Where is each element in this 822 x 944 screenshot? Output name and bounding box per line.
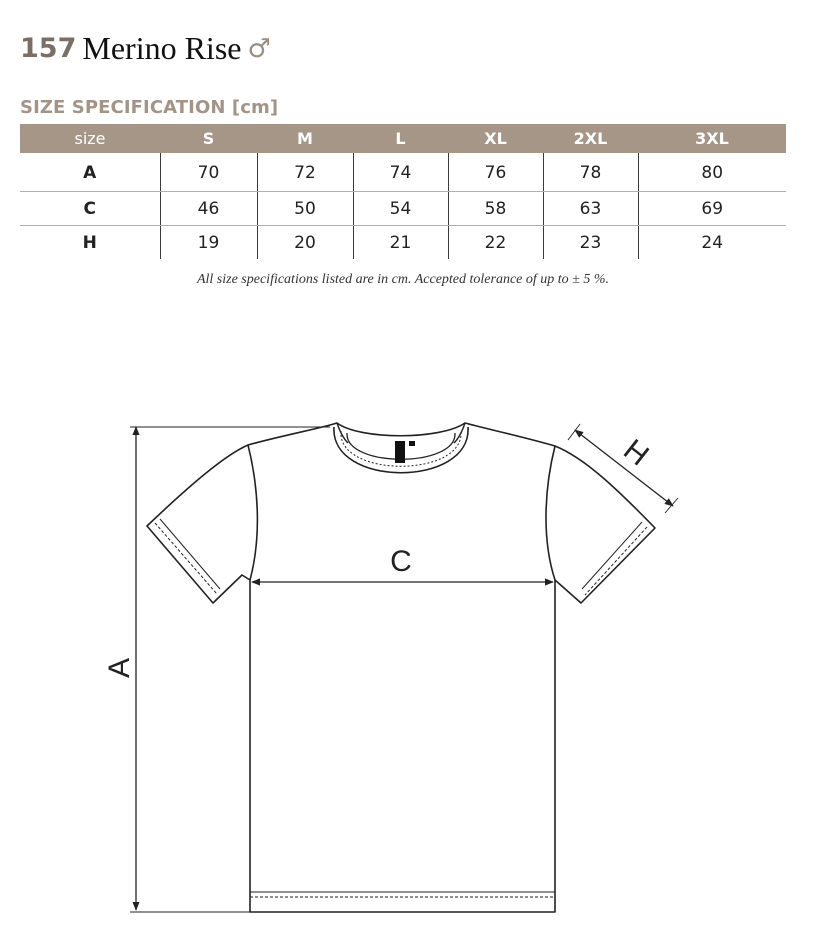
tshirt-outline xyxy=(147,423,655,912)
table-cell: 54 xyxy=(353,192,448,226)
table-cell: 19 xyxy=(160,226,257,260)
product-name: Merino Rise xyxy=(82,30,242,66)
dimension-a-label: A xyxy=(102,657,136,679)
male-symbol-icon: ♂ xyxy=(247,33,271,64)
table-header-cell: 2XL xyxy=(543,124,638,153)
table-cell: 21 xyxy=(353,226,448,260)
section-title: SIZE SPECIFICATION [cm] xyxy=(20,97,279,118)
table-cell: 78 xyxy=(543,153,638,192)
table-header-cell: XL xyxy=(448,124,543,153)
table-cell: 23 xyxy=(543,226,638,260)
row-label: H xyxy=(82,232,97,253)
dimension-h-line xyxy=(575,430,673,506)
table-cell: 70 xyxy=(160,153,257,192)
table-cell: 22 xyxy=(448,226,543,260)
dimension-h-label: H xyxy=(617,433,655,473)
table-cell: 76 xyxy=(448,153,543,192)
table-cell: 74 xyxy=(353,153,448,192)
table-header-cell: S xyxy=(160,124,257,153)
measurement-lines xyxy=(130,424,678,912)
table-cell: 58 xyxy=(448,192,543,226)
neck-label-icon xyxy=(395,441,415,463)
table-cell: 72 xyxy=(257,153,353,192)
table-cell: 80 xyxy=(638,153,786,192)
table-cell: 69 xyxy=(638,192,786,226)
table-cell: 20 xyxy=(257,226,353,260)
table-header-cell: 3XL xyxy=(638,124,786,153)
table-header-cell: M xyxy=(257,124,353,153)
table-header-cell: size xyxy=(20,124,160,153)
dimension-c-label: C xyxy=(390,544,412,578)
table-header-cell: L xyxy=(353,124,448,153)
row-label: A xyxy=(20,153,160,192)
table-cell: 24 xyxy=(638,226,786,260)
product-number: 157 xyxy=(20,33,77,64)
row-label: C xyxy=(20,192,160,226)
table-cell: 63 xyxy=(543,192,638,226)
table-cell: 46 xyxy=(160,192,257,226)
table-cell: 50 xyxy=(257,192,353,226)
tolerance-note: All size specifications listed are in cm. Accepted tolerance of up to ± 5 %. xyxy=(196,272,610,287)
